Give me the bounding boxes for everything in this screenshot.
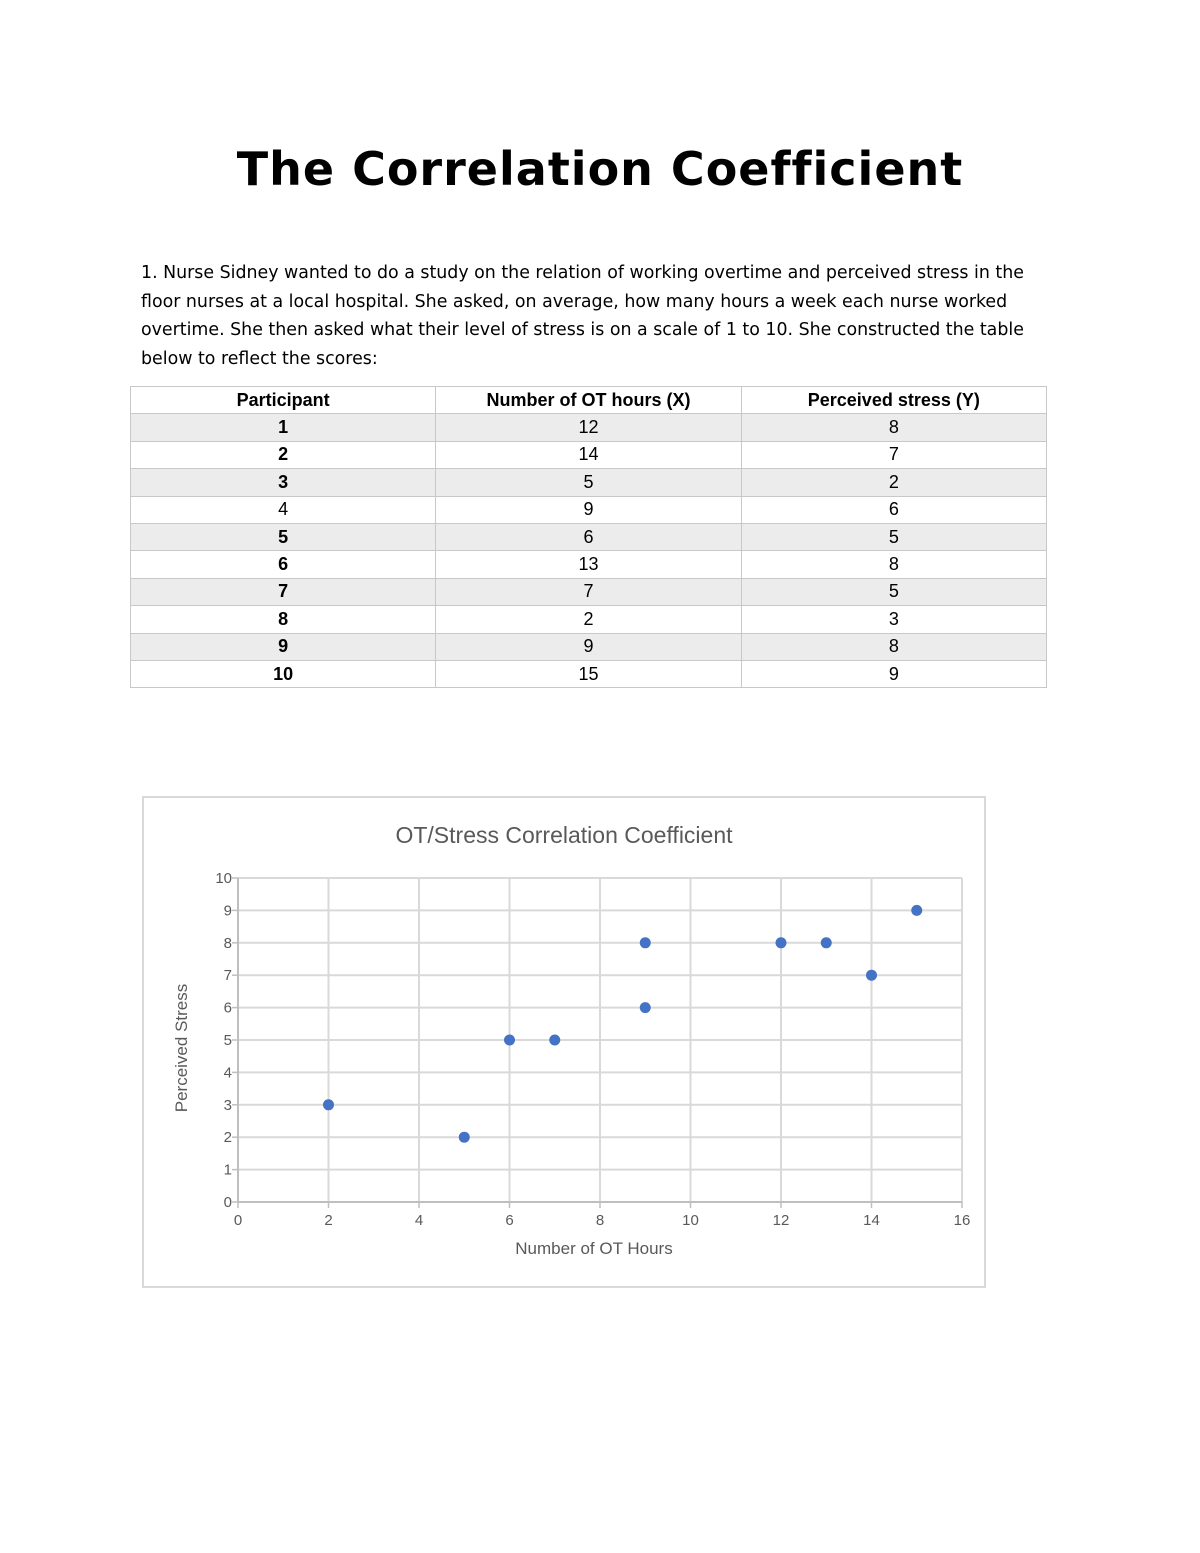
- participant-cell: 9: [131, 633, 436, 660]
- stress-cell: 6: [741, 496, 1046, 523]
- participant-cell: 3: [131, 469, 436, 496]
- table-row: [131, 441, 1047, 468]
- data-point: [549, 1035, 560, 1046]
- participant-cell: 8: [131, 606, 436, 633]
- data-point: [323, 1099, 334, 1110]
- ot-hours-cell: 9: [436, 496, 741, 523]
- table-row: [131, 606, 1047, 633]
- y-tick-label: 8: [223, 934, 232, 952]
- data-table: [130, 386, 1047, 688]
- y-tick-label: 0: [223, 1194, 232, 1211]
- x-tick-label: 14: [863, 1212, 880, 1229]
- y-tick-label: 9: [223, 902, 232, 920]
- table-row: [131, 469, 1047, 496]
- x-tick-label: 0: [233, 1212, 243, 1229]
- table-row: [131, 496, 1047, 523]
- y-tick-label: 4: [223, 1064, 232, 1082]
- data-point: [640, 1002, 651, 1013]
- table-row: [131, 523, 1047, 550]
- stress-cell: 5: [741, 578, 1046, 605]
- table-row: [131, 660, 1047, 687]
- header-ot-hours: Number of OT hours (X): [436, 387, 741, 414]
- ot-hours-cell: 9: [436, 633, 741, 660]
- x-tick-label: 16: [953, 1212, 971, 1229]
- scatter-chart: [142, 796, 986, 1288]
- stress-cell: 2: [741, 469, 1046, 496]
- y-tick-label: 1: [223, 1161, 232, 1179]
- chart-title: OT/Stress Correlation Coefficient: [395, 822, 733, 848]
- ot-hours-cell: 6: [436, 523, 741, 550]
- y-tick-label: 3: [223, 1096, 232, 1114]
- data-point: [911, 905, 922, 916]
- stress-cell: 8: [741, 551, 1046, 578]
- participant-cell: 2: [131, 441, 436, 468]
- y-tick-label: 6: [223, 999, 232, 1017]
- ot-hours-cell: 13: [436, 551, 741, 578]
- data-point: [776, 937, 787, 948]
- y-axis-label: Perceived Stress: [172, 983, 191, 1113]
- data-point: [821, 937, 832, 948]
- x-tick-label: 6: [505, 1212, 514, 1229]
- table-row: [131, 578, 1047, 605]
- ot-hours-cell: 15: [436, 660, 741, 687]
- x-tick-label: 12: [772, 1212, 790, 1229]
- stress-cell: 5: [741, 523, 1046, 550]
- ot-hours-cell: 2: [436, 606, 741, 633]
- participant-cell: 6: [131, 551, 436, 578]
- participant-cell: 5: [131, 523, 436, 550]
- participant-cell: 7: [131, 578, 436, 605]
- x-tick-label: 4: [414, 1212, 424, 1229]
- ot-hours-cell: 12: [436, 414, 741, 441]
- y-tick-label: 10: [215, 870, 232, 887]
- data-point: [640, 937, 651, 948]
- y-tick-label: 7: [223, 967, 232, 985]
- stress-cell: 3: [741, 606, 1046, 633]
- ot-hours-cell: 14: [436, 441, 741, 468]
- page-title: The Correlation Coefficient: [236, 142, 964, 196]
- stress-cell: 8: [741, 414, 1046, 441]
- stress-cell: 7: [741, 441, 1046, 468]
- participant-cell: 10: [131, 660, 436, 687]
- question-text: 1. Nurse Sidney wanted to do a study on the relation of working overtime and perceived stress in the floor nurses at a local hospital. She asked, on average, how many hours a week each nurse worked overtime. She then asked what their level of stress is on a scale of 1 to 10. She constructed the table below to reflect the scores:: [141, 263, 1024, 369]
- y-tick-label: 5: [223, 1032, 232, 1049]
- stress-cell: 9: [741, 660, 1046, 687]
- data-point: [504, 1035, 515, 1046]
- y-tick-label: 2: [223, 1129, 232, 1147]
- table-row: [131, 551, 1047, 578]
- participant-cell: 4: [131, 496, 436, 523]
- header-participant: Participant: [131, 387, 436, 414]
- x-tick-label: 8: [595, 1212, 605, 1229]
- stress-cell: 8: [741, 633, 1046, 660]
- data-point: [866, 970, 877, 981]
- participant-cell: 1: [131, 414, 436, 441]
- x-tick-label: 10: [682, 1212, 699, 1229]
- table-row: [131, 414, 1047, 441]
- ot-hours-cell: 7: [436, 578, 741, 605]
- x-axis-label: Number of OT Hours: [515, 1239, 673, 1258]
- ot-hours-cell: 5: [436, 469, 741, 496]
- header-perceived-stress: Perceived stress (Y): [741, 387, 1046, 414]
- x-tick-label: 2: [324, 1212, 333, 1229]
- chart-canvas: [144, 798, 984, 1286]
- data-point: [459, 1132, 470, 1143]
- table-row: [131, 633, 1047, 660]
- table-header-row: [131, 387, 1047, 414]
